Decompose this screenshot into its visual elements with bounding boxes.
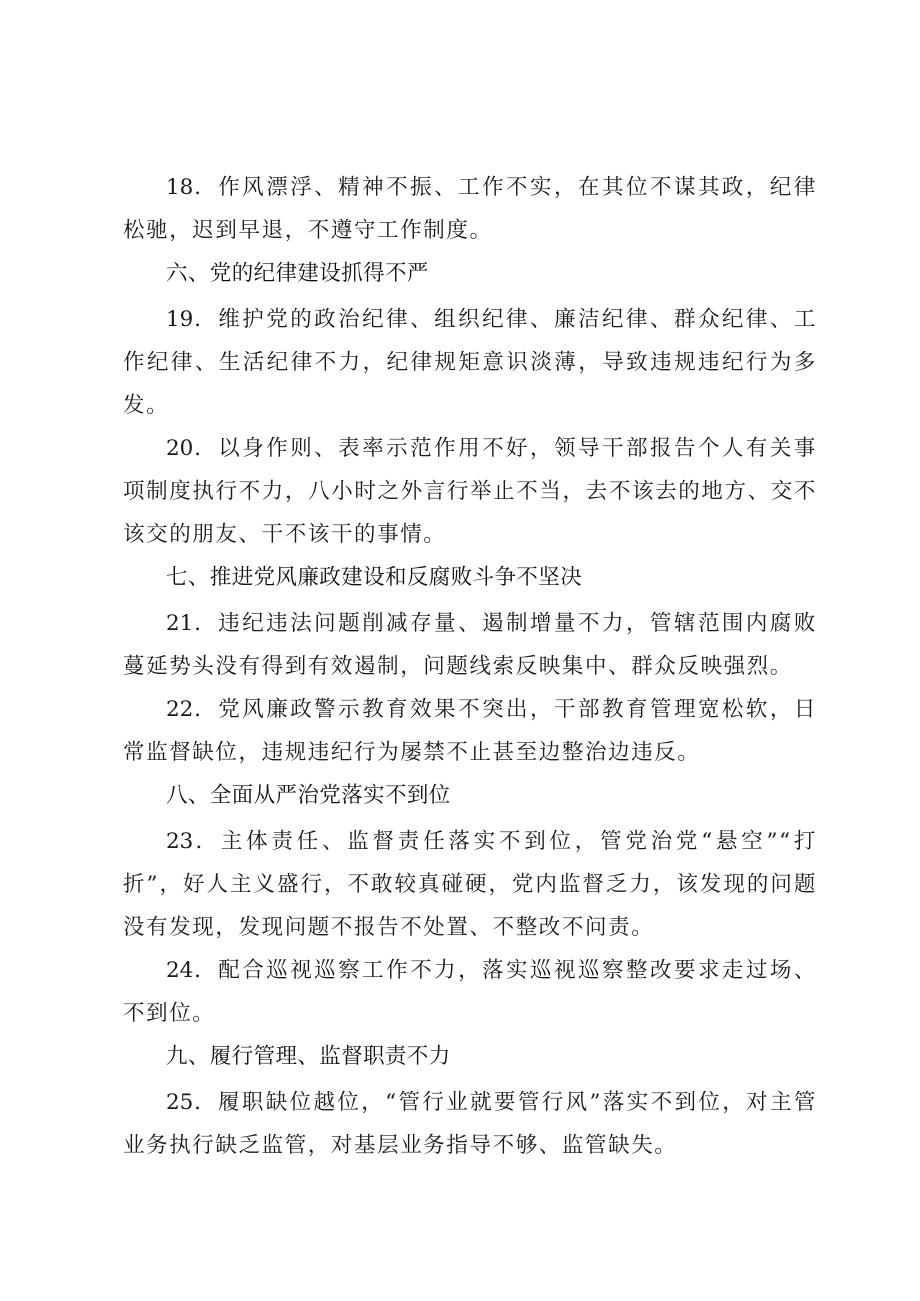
item-number: 19 xyxy=(166,307,194,332)
item-23 xyxy=(123,820,817,949)
item-text: ．作风漂浮、精神不振、工作不实，在其位不谋其政，纪律松驰，迟到早退，不遵守工作制度。 xyxy=(123,175,817,243)
item-number: 21 xyxy=(166,611,194,636)
item-text: ．违纪违法问题削减存量、遏制增量不力，管辖范围内腐败蔓延势头没有得到有效遏制，问题线索反映集中、群众反映强烈。 xyxy=(123,611,817,679)
item-number: 18 xyxy=(166,175,194,200)
section-heading-8: 八、全面从严治党落实不到位 xyxy=(166,783,451,808)
item-number: 25 xyxy=(166,1090,194,1115)
item-text: ．配合巡视巡察工作不力，落实巡视巡察整改要求走过场、不到位。 xyxy=(123,958,817,1026)
section-heading-9: 九、履行管理、监督职责不力 xyxy=(166,1044,451,1069)
section-heading-7: 七、推进党风廉政建设和反腐败斗争不坚决 xyxy=(166,565,583,590)
item-text: ．维护党的政治纪律、组织纪律、廉洁纪律、群众纪律、工作纪律、生活纪律不力，纪律规矩意识淡薄，导致违规违纪行为多发。 xyxy=(123,307,817,418)
item-20 xyxy=(123,427,817,556)
document-page xyxy=(123,166,817,1167)
item-19 xyxy=(123,298,817,427)
item-21 xyxy=(123,602,817,688)
item-text: ．主体责任、监督责任落实不到位，管党治党“悬空”“打折”，好人主义盛行，不敢较真碰硬，党内监督乏力，该发现的问题没有发现，发现问题不报告不处置、不整改不问责。 xyxy=(123,829,817,940)
item-text: ．履职缺位越位，“管行业就要管行风”落实不到位，对主管业务执行缺乏监管，对基层业务指导不够、监管缺失。 xyxy=(123,1090,817,1158)
item-18 xyxy=(123,166,817,252)
item-number: 24 xyxy=(166,958,194,983)
item-25 xyxy=(123,1081,817,1167)
item-number: 22 xyxy=(166,697,194,722)
item-number: 20 xyxy=(166,436,194,461)
section-heading-6: 六、党的纪律建设抓得不严 xyxy=(166,261,429,286)
item-text: ．党风廉政警示教育效果不突出，干部教育管理宽松软，日常监督缺位，违规违纪行为屡禁不止甚至边整治边违反。 xyxy=(123,697,817,765)
item-22 xyxy=(123,688,817,774)
item-24 xyxy=(123,949,817,1035)
item-number: 23 xyxy=(166,829,194,854)
item-text: ．以身作则、表率示范作用不好，领导干部报告个人有关事项制度执行不力，八小时之外言行举止不当，去不该去的地方、交不该交的朋友、干不该干的事情。 xyxy=(123,436,817,547)
